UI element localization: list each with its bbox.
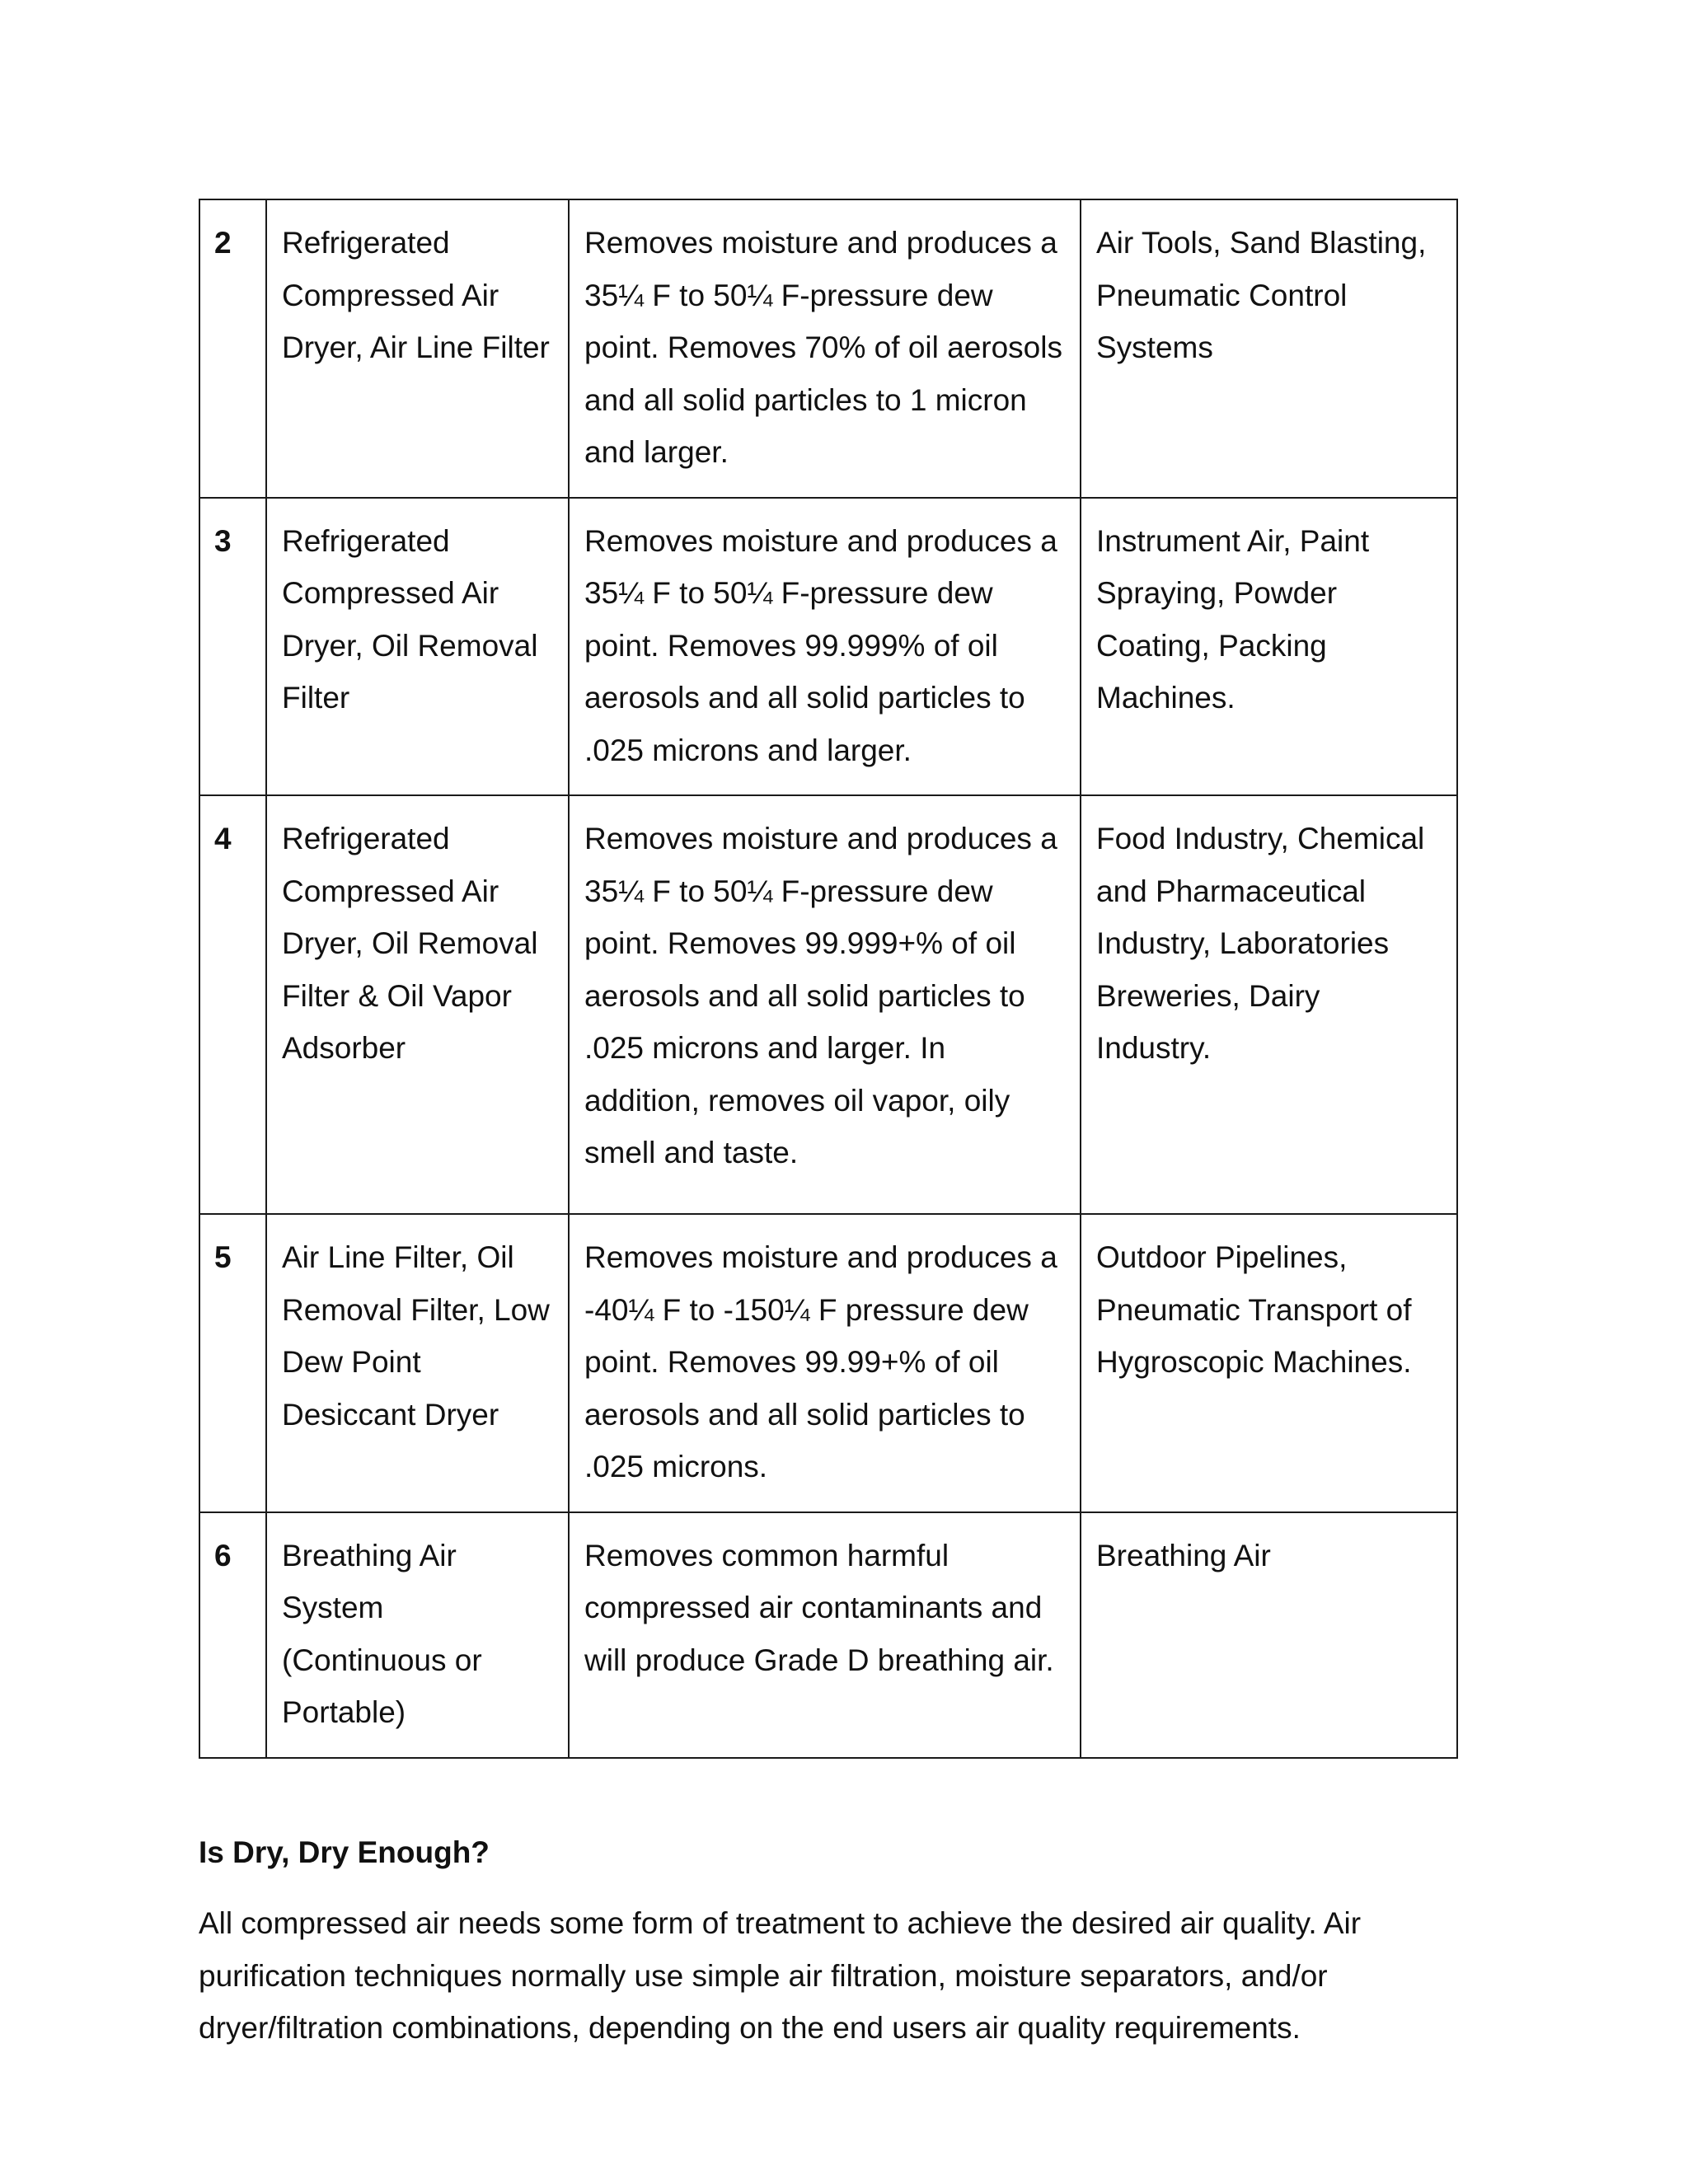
grade-cell: 2 [199,199,266,498]
equipment-cell: Refrigerated Compressed Air Dryer, Oil Removal Filter & Oil Vapor Adsorber [266,795,569,1214]
description-cell: Removes moisture and produces a 35¼ F to 50¼ F-pressure dew point. Removes 70% of oil aerosols and all solid particles to 1 micron and larger. [569,199,1081,498]
equipment-cell: Refrigerated Compressed Air Dryer, Oil Removal Filter [266,498,569,796]
applications-cell: Outdoor Pipelines, Pneumatic Transport of Hygroscopic Machines. [1081,1214,1457,1512]
applications-cell: Air Tools, Sand Blasting, Pneumatic Control Systems [1081,199,1457,498]
description-cell: Removes moisture and produces a -40¼ F to -150¼ F pressure dew point. Removes 99.99+% of oil aerosols and all solid particles to .025 microns. [569,1214,1081,1512]
table-row [199,1512,1457,1758]
description-cell: Removes moisture and produces a 35¼ F to 50¼ F-pressure dew point. Removes 99.999% of oil aerosols and all solid particles to .025 microns and larger. [569,498,1081,796]
equipment-cell: Air Line Filter, Oil Removal Filter, Low Dew Point Desiccant Dryer [266,1214,569,1512]
applications-cell: Food Industry, Chemical and Pharmaceutical Industry, Laboratories Breweries, Dairy Industry. [1081,795,1457,1214]
description-cell: Removes moisture and produces a 35¼ F to 50¼ F-pressure dew point. Removes 99.999+% of oil aerosols and all solid particles to .025 microns and larger. In addition, removes oil vapor, oily smell and taste. [569,795,1081,1214]
applications-cell: Breathing Air [1081,1512,1457,1758]
grade-cell: 3 [199,498,266,796]
equipment-cell: Breathing Air System (Continuous or Portable) [266,1512,569,1758]
table-row [199,199,1457,498]
equipment-cell: Refrigerated Compressed Air Dryer, Air Line Filter [266,199,569,498]
applications-cell: Instrument Air, Paint Spraying, Powder Coating, Packing Machines. [1081,498,1457,796]
section-heading: Is Dry, Dry Enough? [199,1835,490,1869]
section-paragraph: All compressed air needs some form of treatment to achieve the desired air quality. Air purification techniques normally use simple air filtration, moisture separators, and/or dryer/filtration combinations, depending on the end users air quality requirements. [199,1906,1362,2045]
description-cell: Removes common harmful compressed air contaminants and will produce Grade D breathing air. [569,1512,1081,1758]
table-row [199,795,1457,1214]
grade-cell: 6 [199,1512,266,1758]
table-row [199,1214,1457,1512]
grade-cell: 5 [199,1214,266,1512]
air-quality-grade-table [199,199,1458,1759]
grade-cell: 4 [199,795,266,1214]
table-row [199,498,1457,796]
